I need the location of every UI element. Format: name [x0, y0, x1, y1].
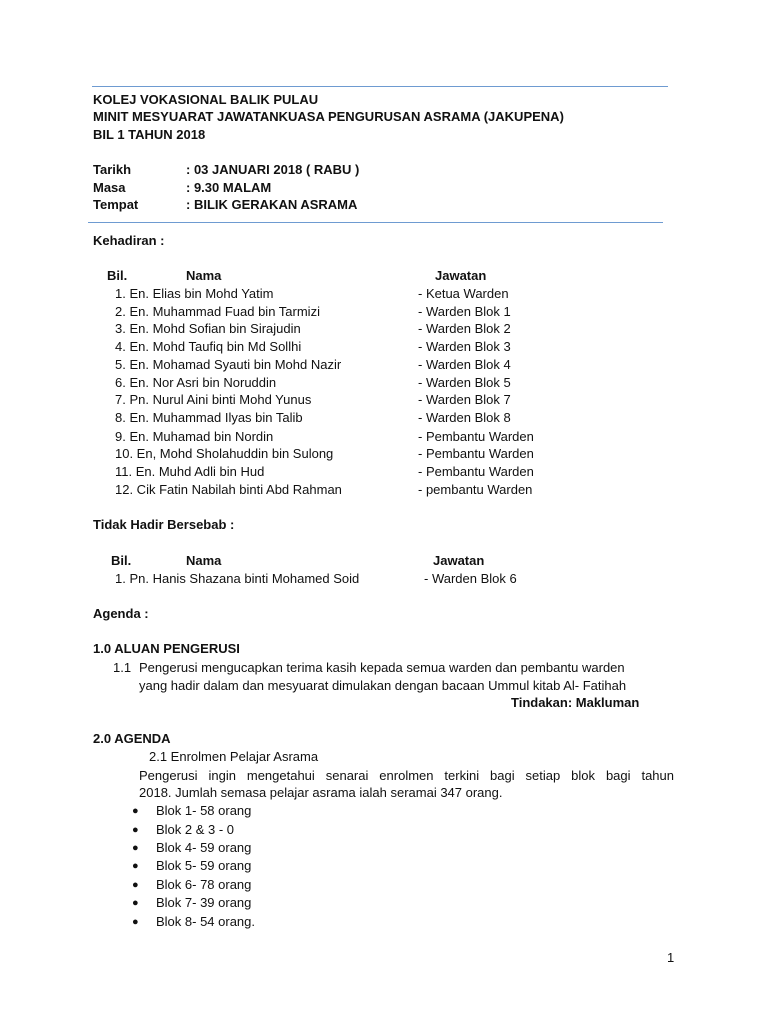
attendee-name: 12. Cik Fatin Nabilah binti Abd Rahman	[115, 482, 342, 497]
bullet-icon: ●	[132, 860, 139, 872]
bullet-icon: ●	[132, 916, 139, 928]
attendance-col-bil: Bil.	[107, 268, 128, 283]
school-name: KOLEJ VOKASIONAL BALIK PULAU	[93, 92, 319, 107]
meta-label-date: Tarikh	[93, 162, 132, 177]
attendee-role: - Ketua Warden	[418, 286, 509, 301]
meta-value-place: : BILIK GERAKAN ASRAMA	[186, 197, 358, 212]
agenda-title: Agenda :	[93, 606, 149, 621]
attendee-name: 3. En. Mohd Sofian bin Sirajudin	[115, 321, 301, 336]
section-1-heading: 1.0 ALUAN PENGERUSI	[93, 641, 240, 656]
meta-rule	[88, 222, 663, 223]
meta-value-date: : 03 JANUARI 2018 ( RABU )	[186, 162, 360, 177]
meta-label-time: Masa	[93, 180, 126, 195]
attendee-role: - Warden Blok 8	[418, 410, 511, 425]
attendee-role: - Pembantu Warden	[418, 429, 534, 444]
meta-value-time: : 9.30 MALAM	[186, 180, 272, 195]
document-title: MINIT MESYUARAT JAWATANKUASA PENGURUSAN ASRAMA (JAKUPENA)	[93, 109, 564, 124]
bullet-icon: ●	[132, 824, 139, 836]
attendee-role: - Warden Blok 2	[418, 321, 511, 336]
attendance-col-nama: Nama	[186, 268, 222, 283]
attendee-role: - Warden Blok 3	[418, 339, 511, 354]
attendee-name: 11. En. Muhd Adli bin Hud	[115, 464, 265, 479]
attendee-name: 8. En. Muhammad Ilyas bin Talib	[115, 410, 303, 425]
meta-label-place: Tempat	[93, 197, 139, 212]
absentee-role: - Warden Blok 6	[424, 571, 517, 586]
attendee-name: 9. En. Muhamad bin Nordin	[115, 429, 274, 444]
attendee-role: - Warden Blok 7	[418, 392, 511, 407]
bullet-item: Blok 6- 78 orang	[156, 877, 252, 892]
bullet-item: Blok 4- 59 orang	[156, 840, 252, 855]
bullet-icon: ●	[132, 879, 139, 891]
bullet-item: Blok 2 & 3 - 0	[156, 822, 235, 837]
attendee-role: - Pembantu Warden	[418, 446, 534, 461]
bullet-item: Blok 8- 54 orang.	[156, 914, 256, 929]
section-1-item-text: yang hadir dalam dan mesyuarat dimulakan dengan bacaan Ummul kitab Al- Fatihah	[139, 678, 627, 693]
section-1-item-number: 1.1	[113, 660, 132, 675]
absent-col-bil: Bil.	[111, 553, 132, 568]
absentee-name: 1. Pn. Hanis Shazana binti Mohamed Soid	[115, 571, 360, 586]
absent-title: Tidak Hadir Bersebab :	[93, 517, 235, 532]
section-1-item-text: Pengerusi mengucapkan terima kasih kepada semua warden dan pembantu warden	[139, 660, 625, 675]
absent-col-nama: Nama	[186, 553, 222, 568]
bullet-item: Blok 5- 59 orang	[156, 858, 252, 873]
bullet-item: Blok 1- 58 orang	[156, 803, 252, 818]
attendee-name: 2. En. Muhammad Fuad bin Tarmizi	[115, 304, 320, 319]
section-2-heading: 2.0 AGENDA	[93, 731, 171, 746]
attendee-name: 5. En. Mohamad Syauti bin Mohd Nazir	[115, 357, 342, 372]
section-2-sub-heading: 2.1 Enrolmen Pelajar Asrama	[149, 749, 319, 764]
bullet-item: Blok 7- 39 orang	[156, 895, 252, 910]
top-rule	[92, 86, 668, 87]
document-number: BIL 1 TAHUN 2018	[93, 127, 206, 142]
attendance-col-jawatan: Jawatan	[435, 268, 487, 283]
absent-col-jawatan: Jawatan	[433, 553, 485, 568]
attendee-name: 4. En. Mohd Taufiq bin Md Sollhi	[115, 339, 302, 354]
attendee-role: - Warden Blok 1	[418, 304, 511, 319]
attendance-title: Kehadiran :	[93, 233, 165, 248]
attendee-name: 7. Pn. Nurul Aini binti Mohd Yunus	[115, 392, 312, 407]
attendee-name: 1. En. Elias bin Mohd Yatim	[115, 286, 274, 301]
bullet-icon: ●	[132, 842, 139, 854]
page-number: 1	[667, 950, 675, 965]
attendee-role: - Warden Blok 4	[418, 357, 511, 372]
bullet-icon: ●	[132, 897, 139, 909]
attendee-role: - Pembantu Warden	[418, 464, 534, 479]
section-1-action: Tindakan: Makluman	[511, 695, 640, 710]
attendee-name: 6. En. Nor Asri bin Noruddin	[115, 375, 277, 390]
bullet-icon: ●	[132, 805, 139, 817]
attendee-role: - pembantu Warden	[418, 482, 533, 497]
attendee-name: 10. En, Mohd Sholahuddin bin Sulong	[115, 446, 334, 461]
section-2-paragraph: 2018. Jumlah semasa pelajar asrama ialah seramai 347 orang.	[139, 785, 503, 800]
section-2-paragraph: Pengerusi ingin mengetahui senarai enrolmen terkini bagi setiap blok bagi tahun	[139, 768, 674, 783]
attendee-role: - Warden Blok 5	[418, 375, 511, 390]
